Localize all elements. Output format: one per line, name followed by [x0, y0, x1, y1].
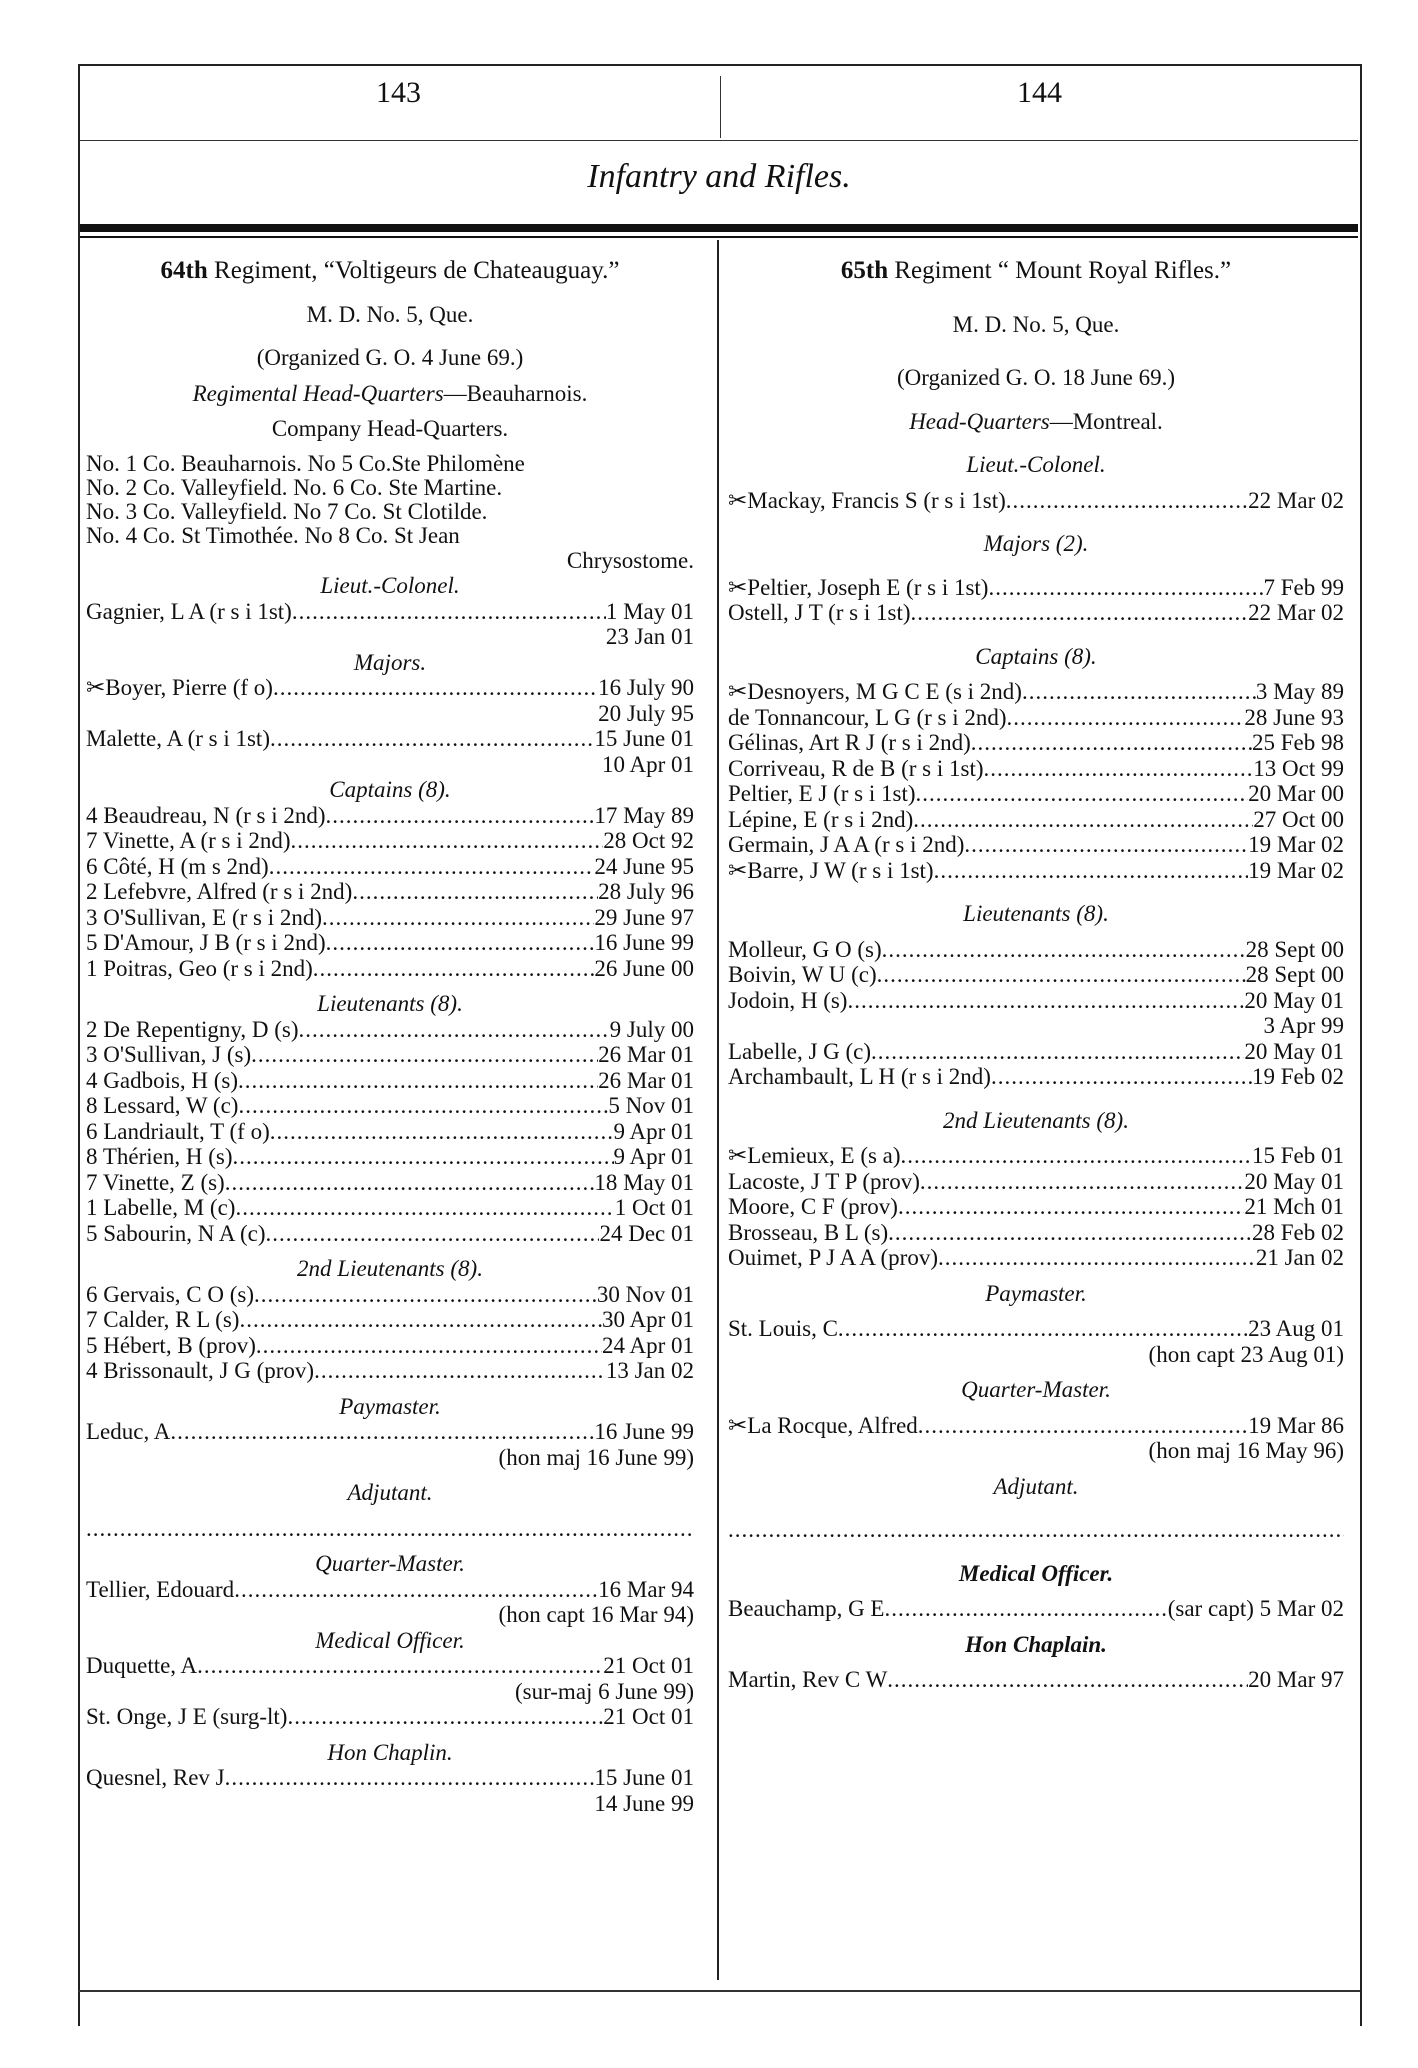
entry-date: 5 Nov 01 [608, 1093, 694, 1118]
entry-date: 21 Mch 01 [1244, 1194, 1344, 1219]
entry-date: 28 Feb 02 [1252, 1219, 1344, 1245]
entry-date: 18 May 01 [594, 1169, 694, 1195]
adjutant-vacant [86, 1516, 694, 1542]
leader-dots [266, 1221, 600, 1247]
hq-place: —Montreal. [1049, 408, 1163, 434]
leader-dots [238, 1068, 598, 1094]
section-title: Infantry and Rifles. [587, 158, 851, 195]
second-lt-entry [86, 1307, 694, 1333]
company-line: No. 2 Co. Valleyfield. No. 6 Co. Ste Martine. [86, 474, 503, 500]
lieutenant-entry [86, 1093, 694, 1119]
entry-name: 6 Gervais, C O (s) [86, 1281, 254, 1307]
entry-name: Jodoin, H (s) [728, 987, 848, 1013]
entry-date: 30 Apr 01 [602, 1307, 694, 1332]
thin-rule [80, 236, 1358, 238]
entry-date: 19 Mar 02 [1248, 857, 1344, 883]
leader-dots [270, 1119, 614, 1145]
leader-dots [971, 730, 1252, 756]
entry-name: Boivin, W U (c) [728, 962, 877, 987]
entry-name: 1 Poitras, Geo (r s i 2nd) [86, 955, 313, 981]
chaplain-heading: Hon Chaplain. [965, 1631, 1107, 1657]
leader-dots [254, 1282, 597, 1308]
lc-heading: Lieut.-Colonel. [320, 573, 460, 598]
regimental-hq [86, 381, 694, 407]
right-page-number: 144 [1017, 76, 1062, 109]
major-entry [728, 600, 1344, 626]
entry-date: 24 Dec 01 [599, 1220, 694, 1246]
company-line: No. 3 Co. Valleyfield. No 7 Co. St Clotilde. [86, 498, 488, 524]
regiment-title-65 [728, 258, 1344, 284]
leader-dots [882, 937, 1246, 963]
organized: (Organized G. O. 18 June 69.) [896, 365, 1176, 390]
entry-date: 19 Mar 02 [1248, 832, 1344, 857]
captain-entry [728, 756, 1344, 782]
regimental-hq [728, 409, 1344, 435]
entry-name: Moore, C F (prov) [728, 1194, 898, 1219]
entry-date: 21 Oct 01 [603, 1653, 694, 1678]
entry-date: 20 Mar 00 [1248, 781, 1344, 806]
medical-entry [728, 1596, 1344, 1622]
entry-date: 27 Oct 00 [1253, 806, 1344, 832]
lieutenant-entry [86, 1119, 694, 1145]
entry-date: 28 July 96 [598, 879, 694, 904]
entry-date: 16 Mar 94 [598, 1576, 694, 1602]
lc-heading: Lieut.-Colonel. [966, 452, 1106, 477]
lieutenants-list [86, 1017, 694, 1247]
entry-name: Lépine, E (r s i 2nd) [728, 806, 914, 832]
hq-label: Regimental Head-Quarters [192, 380, 444, 406]
entry-name: 3 O'Sullivan, E (r s i 2nd) [86, 904, 323, 930]
entry-name: Peltier, E J (r s i 1st) [728, 781, 916, 806]
entry-name: ✂La Rocque, Alfred [728, 1412, 918, 1438]
paymaster-entry [86, 1419, 694, 1445]
entry-date: 30 Nov 01 [596, 1281, 694, 1307]
page-number-divider [720, 76, 721, 138]
district: M. D. No. 5, Que. [306, 301, 474, 327]
entry-date: 15 June 01 [594, 726, 694, 751]
majors-heading: Majors. [353, 649, 427, 675]
entry-note: (sur-maj 6 June 99) [514, 1678, 694, 1704]
second-lt-entry [86, 1282, 694, 1308]
regiment-number: 64th [160, 257, 208, 284]
entry-name: Malette, A (r s i 1st) [86, 726, 270, 751]
captain-entry [728, 858, 1344, 884]
leader-dots [238, 1093, 608, 1119]
leader-dots [299, 1017, 610, 1043]
entry-date: 29 June 97 [594, 904, 694, 930]
entry-name: Tellier, Edouard [86, 1576, 235, 1602]
regiment-name: Regiment “ Mount Royal Rifles.” [894, 257, 1232, 284]
leader-dots [239, 1307, 602, 1333]
medical-list [86, 1653, 694, 1730]
entry-date: 28 Sept 00 [1245, 962, 1344, 987]
entry-note: (hon maj 16 June 99) [498, 1444, 694, 1470]
second-lt-heading: 2nd Lieutenants (8). [297, 1256, 483, 1281]
company-list-cont: Chrysostome. [566, 547, 694, 573]
entry-date: 16 July 90 [598, 675, 694, 700]
lieutenant-entry [728, 937, 1344, 963]
lieutenant-entry [728, 988, 1344, 1014]
entry-name: ✂Mackay, Francis S (r s i 1st) [728, 487, 1006, 513]
right-column [728, 258, 1344, 1693]
entry-note: (hon capt 16 Mar 94) [498, 1602, 694, 1627]
leader-dots [1006, 488, 1248, 514]
leader-dots [918, 1413, 1248, 1439]
lieutenant-entry [86, 1170, 694, 1196]
leader-dots [888, 1220, 1252, 1246]
captain-entry [728, 730, 1344, 756]
leader-dots [269, 854, 595, 880]
leader-dots [225, 1765, 595, 1791]
entry-name: Brosseau, B L (s) [728, 1219, 889, 1245]
entry-date: 23 Aug 01 [1248, 1316, 1344, 1341]
entry-date-secondary: 23 Jan 01 [605, 624, 694, 649]
entry-date-secondary: 14 June 99 [594, 1790, 694, 1816]
hq-place: —Beauharnois. [443, 380, 588, 406]
entry-date: 26 June 00 [594, 955, 694, 981]
leader-dots [920, 1169, 1244, 1195]
entry-name: ✂Peltier, Joseph E (r s i 1st) [728, 574, 989, 600]
qm-heading: Quarter-Master. [315, 1551, 465, 1576]
leader-dots [934, 858, 1249, 884]
captains-heading: Captains (8). [329, 777, 451, 802]
entry-date: 20 May 01 [1244, 1038, 1344, 1064]
leader-dots [847, 988, 1244, 1014]
second-lt-entry [728, 1169, 1344, 1195]
leader-dots [916, 781, 1249, 807]
leader-dots [270, 726, 594, 752]
company-line: No. 1 Co. Beauharnois. No 5 Co.Ste Philomène [86, 450, 525, 476]
entry-note: (hon capt 23 Aug 01) [1148, 1341, 1344, 1367]
leader-dots [991, 1064, 1252, 1090]
lieutenant-entry [86, 1068, 694, 1094]
leader-dots [291, 828, 604, 854]
entry-date: (sar capt) 5 Mar 02 [1167, 1596, 1344, 1621]
entry-name: Labelle, J G (c) [728, 1038, 872, 1064]
leader-dots [988, 575, 1263, 601]
entry-name: St. Onge, J E (surg-lt) [86, 1704, 288, 1729]
leader-dots [197, 1653, 603, 1679]
chaplain-list [86, 1765, 694, 1816]
entry-date: 22 Mar 02 [1248, 600, 1344, 625]
medical-entry [86, 1653, 694, 1679]
lieutenants-heading: Lieutenants (8). [963, 901, 1109, 926]
lieutenant-entry [86, 1195, 694, 1221]
leader-dots [838, 1316, 1248, 1342]
paymaster-list [728, 1316, 1344, 1367]
entry-name: Martin, Rev C W [728, 1667, 888, 1692]
medical-heading: Medical Officer. [958, 1560, 1114, 1586]
qm-list [728, 1413, 1344, 1464]
entry-date: 16 June 99 [594, 1419, 694, 1444]
leader-dots [326, 803, 595, 829]
chaplain-entry [728, 1667, 1344, 1693]
entry-name: St. Louis, C [728, 1316, 838, 1341]
qm-entry [728, 1413, 1344, 1439]
entry-date: 21 Jan 02 [1255, 1245, 1344, 1270]
entry-name: Corriveau, R de B (r s i 1st) [728, 755, 984, 781]
entry-date-secondary: 3 Apr 99 [1263, 1013, 1344, 1038]
captain-entry [728, 832, 1344, 858]
captain-entry [86, 956, 694, 982]
leader-dots [901, 1143, 1252, 1169]
lieutenant-entry [86, 1144, 694, 1170]
entry-name: Gélinas, Art R J (r s i 2nd) [728, 730, 971, 755]
qm-list [86, 1577, 694, 1628]
second-lt-entry [728, 1143, 1344, 1169]
major-entry [86, 675, 694, 701]
captain-entry [86, 854, 694, 880]
second-lt-entry [728, 1220, 1344, 1246]
leader-dots [251, 1042, 598, 1068]
majors-list [86, 675, 694, 777]
thick-rule [80, 224, 1358, 232]
leader-dots [964, 832, 1248, 858]
entry-date: 20 May 01 [1244, 987, 1344, 1013]
lieutenant-entry [86, 1017, 694, 1043]
company-hq-heading: Company Head-Quarters. [271, 416, 509, 441]
entry-date: 13 Jan 02 [605, 1358, 694, 1383]
second-lt-list [86, 1282, 694, 1384]
entry-name: ✂Boyer, Pierre (f o) [86, 675, 273, 700]
hq-label: Head-Quarters [909, 408, 1050, 434]
leader-dots [877, 962, 1246, 988]
leader-dots [232, 1144, 613, 1170]
leader-dots [235, 1195, 614, 1221]
leader-dots [884, 1596, 1167, 1622]
lc-entry [86, 599, 694, 625]
regiment-title-64 [86, 258, 694, 284]
leader-dots [887, 1667, 1248, 1693]
leader-dots [352, 879, 598, 905]
leader-dots [322, 905, 594, 931]
entry-name: 4 Beaudreau, N (r s i 2nd) [86, 802, 326, 828]
entry-name: Molleur, G O (s) [728, 936, 882, 962]
leader-dots [225, 1170, 595, 1196]
entry-date-secondary: 10 Apr 01 [602, 751, 694, 777]
entry-date: 7 Feb 99 [1263, 574, 1344, 600]
captains-list [728, 679, 1344, 883]
entry-date: 9 Apr 01 [613, 1118, 694, 1144]
captain-entry [728, 807, 1344, 833]
regiment-number: 65th [840, 257, 889, 284]
qm-entry [86, 1577, 694, 1603]
adjutant-heading: Adjutant. [347, 1480, 433, 1505]
captain-entry [86, 905, 694, 931]
major-entry [86, 726, 694, 752]
second-lt-entry [728, 1245, 1344, 1271]
entry-name: 3 O'Sullivan, J (s) [86, 1042, 252, 1067]
entry-date: 13 Oct 99 [1253, 755, 1344, 781]
captain-entry [86, 803, 694, 829]
entry-date: 20 May 01 [1244, 1168, 1344, 1194]
entry-date: 28 Oct 92 [603, 828, 694, 853]
entry-date: 20 Mar 97 [1248, 1667, 1344, 1692]
adjutant-vacant [728, 1517, 1344, 1543]
entry-name: 2 De Repentigny, D (s) [86, 1016, 299, 1042]
entry-name: 2 Lefebvre, Alfred (r s i 2nd) [86, 879, 353, 904]
leader-dots [1022, 679, 1256, 705]
entry-date: 9 Apr 01 [613, 1144, 694, 1169]
entry-date: 22 Mar 02 [1248, 487, 1344, 513]
lieutenant-entry [728, 1064, 1344, 1090]
lc-list [86, 599, 694, 650]
entry-name: 4 Brissonault, J G (prov) [86, 1358, 315, 1383]
header-rule [80, 140, 1358, 141]
entry-name: 7 Calder, R L (s) [86, 1307, 240, 1332]
leader-dots [326, 930, 595, 956]
leader-dots [938, 1245, 1256, 1271]
captain-entry [728, 679, 1344, 705]
paymaster-heading: Paymaster. [985, 1280, 1087, 1306]
second-lt-entry [86, 1333, 694, 1359]
entry-name: Leduc, A [86, 1419, 171, 1444]
lieutenants-list [728, 937, 1344, 1090]
entry-name: 8 Thérien, H (s) [86, 1144, 233, 1169]
captains-heading: Captains (8). [975, 643, 1097, 669]
entry-name: Duquette, A [86, 1653, 198, 1678]
leader-dots [256, 1333, 602, 1359]
lieutenant-entry [728, 1039, 1344, 1065]
entry-name: 6 Côté, H (m s 2nd) [86, 853, 269, 879]
column-divider [717, 240, 719, 1980]
leader-dots [287, 1704, 603, 1730]
entry-name: de Tonnancour, L G (r s i 2nd) [728, 704, 1007, 730]
entry-date: 26 Mar 01 [598, 1067, 694, 1093]
left-page-number: 143 [376, 76, 421, 109]
captain-entry [86, 930, 694, 956]
page-numbers [78, 76, 1360, 138]
leader-dots [170, 1419, 594, 1445]
entry-name: 7 Vinette, Z (s) [86, 1169, 225, 1195]
captain-entry [86, 879, 694, 905]
leader-dots [1007, 705, 1245, 731]
entry-name: Quesnel, Rev J [86, 1765, 225, 1790]
leader-dots [292, 599, 606, 625]
entry-date: 21 Oct 01 [603, 1704, 694, 1729]
chaplain-list [728, 1667, 1344, 1693]
entry-name: ✂Barre, J W (r s i 1st) [728, 857, 934, 883]
left-column [86, 258, 694, 1816]
entry-date: 28 Sept 00 [1245, 936, 1344, 962]
leader-dots [913, 807, 1253, 833]
major-entry [728, 575, 1344, 601]
captain-entry [728, 705, 1344, 731]
entry-name: 5 D'Amour, J B (r s i 2nd) [86, 930, 326, 955]
majors-list [728, 575, 1344, 626]
entry-name: 5 Hébert, B (prov) [86, 1332, 256, 1358]
entry-date: 25 Feb 98 [1252, 730, 1344, 755]
entry-name: ✂Lemieux, E (s a) [728, 1143, 901, 1168]
leader-dots [984, 756, 1254, 782]
entry-date: 24 June 95 [594, 853, 694, 879]
medical-heading: Medical Officer. [315, 1627, 465, 1653]
entry-name: 8 Lessard, W (c) [86, 1093, 239, 1118]
lieutenant-entry [86, 1221, 694, 1247]
entry-name: Lacoste, J T P (prov) [728, 1168, 920, 1194]
entry-name: 7 Vinette, A (r s i 2nd) [86, 828, 291, 853]
chaplain-heading: Hon Chaplin. [327, 1739, 453, 1765]
lc-list [728, 488, 1344, 514]
chaplain-entry [86, 1765, 694, 1791]
entry-name: Archambault, L H (r s i 2nd) [728, 1064, 991, 1089]
captain-entry [728, 781, 1344, 807]
second-lt-list [728, 1143, 1344, 1271]
entry-date: 1 Oct 01 [614, 1195, 694, 1220]
entry-name: 6 Landriault, T (f o) [86, 1118, 270, 1144]
second-lt-entry [728, 1194, 1344, 1220]
entry-name: Ouimet, P J A A (prov) [728, 1245, 938, 1270]
entry-date-secondary: 20 July 95 [598, 700, 694, 726]
leader-dots [314, 1358, 606, 1384]
leader-dots [313, 956, 595, 982]
entry-date: 9 July 00 [609, 1016, 694, 1042]
entry-date: 3 May 89 [1255, 679, 1344, 704]
paymaster-heading: Paymaster. [339, 1393, 441, 1419]
bottom-rule [78, 1990, 1360, 1992]
entry-date: 19 Mar 86 [1248, 1412, 1344, 1438]
entry-date: 15 Feb 01 [1252, 1143, 1344, 1168]
entry-name: ✂Desnoyers, M G C E (s i 2nd) [728, 679, 1022, 704]
entry-name: Ostell, J T (r s i 1st) [728, 600, 911, 625]
second-lt-entry [86, 1358, 694, 1384]
entry-name: 4 Gadbois, H (s) [86, 1067, 239, 1093]
company-line: No. 4 Co. St Timothée. No 8 Co. St Jean [86, 522, 460, 548]
entry-name: 5 Sabourin, N A (c) [86, 1220, 266, 1246]
medical-entry [86, 1704, 694, 1730]
entry-date: 28 June 93 [1244, 704, 1344, 730]
paymaster-entry [728, 1316, 1344, 1342]
entry-name: Beauchamp, G E [728, 1596, 885, 1621]
medical-list [728, 1596, 1344, 1622]
leader-dots [911, 600, 1249, 626]
lieutenant-entry [86, 1042, 694, 1068]
lieutenant-entry [728, 962, 1344, 988]
entry-date: 15 June 01 [594, 1765, 694, 1790]
leader-dots [273, 675, 598, 701]
entry-date: 16 June 99 [594, 930, 694, 955]
qm-heading: Quarter-Master. [961, 1377, 1111, 1402]
captains-list [86, 803, 694, 982]
entry-name: Gagnier, L A (r s i 1st) [86, 598, 292, 624]
paymaster-list [86, 1419, 694, 1470]
entry-name: 1 Labelle, M (c) [86, 1195, 236, 1220]
entry-date: 26 Mar 01 [598, 1042, 694, 1067]
organized: (Organized G. O. 4 June 69.) [256, 345, 524, 370]
second-lt-heading: 2nd Lieutenants (8). [943, 1107, 1129, 1133]
adjutant-heading: Adjutant. [993, 1473, 1079, 1499]
entry-name: Germain, J A A (r s i 2nd) [728, 832, 965, 857]
captain-entry [86, 828, 694, 854]
majors-heading: Majors (2). [983, 531, 1089, 556]
leader-dots [871, 1039, 1244, 1065]
lc-entry [728, 488, 1344, 514]
leader-dots [234, 1577, 598, 1603]
district: M. D. No. 5, Que. [952, 311, 1120, 337]
entry-date: 1 May 01 [605, 598, 694, 624]
entry-date: 19 Feb 02 [1252, 1064, 1344, 1089]
entry-date: 17 May 89 [594, 802, 694, 828]
lieutenants-heading: Lieutenants (8). [317, 991, 463, 1016]
regiment-name: Regiment, “Voltigeurs de Chateauguay.” [214, 257, 620, 284]
entry-date: 24 Apr 01 [602, 1332, 694, 1358]
entry-note: (hon maj 16 May 96) [1148, 1438, 1344, 1463]
company-list [86, 452, 694, 548]
leader-dots [898, 1194, 1244, 1220]
